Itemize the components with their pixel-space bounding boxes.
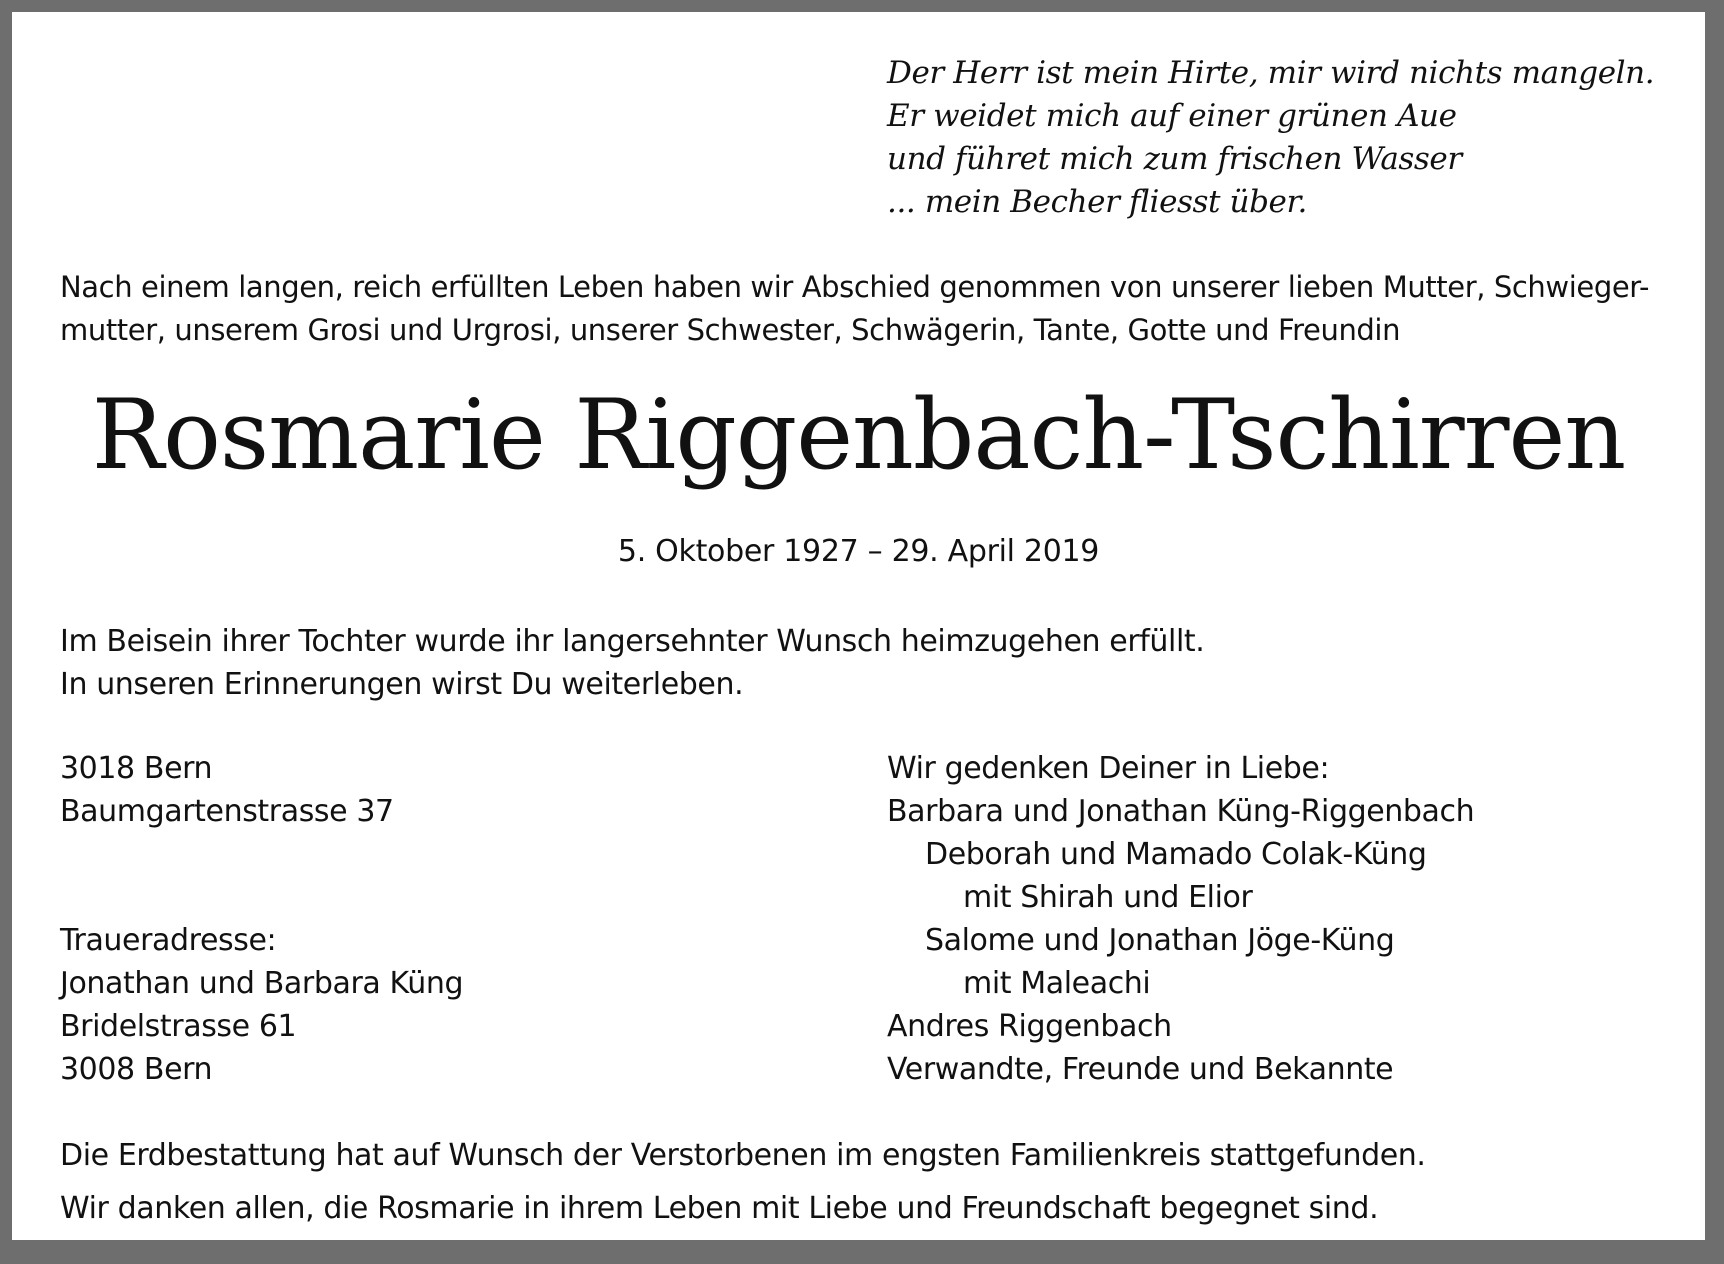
address-line: Jonathan und Barbara Küng	[60, 966, 464, 1001]
intro-line: Nach einem langen, reich erfüllten Leben haben wir Abschied genommen von unserer lieben Mutter, Schwieger-	[60, 270, 1650, 304]
family-heading: Wir gedenken Deiner in Liebe:	[887, 751, 1330, 786]
wish-text	[60, 620, 1204, 706]
deceased-name: Rosmarie Riggenbach-Tschirren	[91, 379, 1626, 491]
family-member: Barbara und Jonathan Küng-Riggenbach	[887, 794, 1475, 829]
burial-notice: Die Erdbestattung hat auf Wunsch der Verstorbenen im engsten Familienkreis stattgefunden.	[60, 1138, 1426, 1173]
family-member: Salome und Jonathan Jöge-Küng	[925, 923, 1395, 958]
verse-line: ... mein Becher fliesst über.	[887, 184, 1307, 220]
family-member: mit Maleachi	[963, 966, 1151, 1001]
address-line: Bridelstrasse 61	[60, 1009, 297, 1044]
intro-text	[60, 266, 1680, 352]
verse-line: und führet mich zum frischen Wasser	[887, 141, 1462, 177]
life-dates: 5. Oktober 1927 – 29. April 2019	[617, 534, 1100, 569]
obituary-page	[12, 12, 1705, 1240]
verse-line: Der Herr ist mein Hirte, mir wird nichts mangeln.	[887, 55, 1655, 91]
verse-line: Er weidet mich auf einer grünen Aue	[887, 98, 1457, 134]
address-line: 3008 Bern	[60, 1052, 213, 1087]
family-member: Deborah und Mamado Colak-Küng	[925, 837, 1427, 872]
home-address	[60, 747, 394, 833]
wish-line: Im Beisein ihrer Tochter wurde ihr langersehnter Wunsch heimzugehen erfüllt.	[60, 624, 1205, 659]
intro-line: mutter, unserem Grosi und Urgrosi, unserer Schwester, Schwägerin, Tante, Gotte und Freundin	[60, 313, 1401, 347]
mourning-address-label: Traueradresse:	[60, 923, 277, 958]
family-list	[887, 747, 1474, 1091]
family-member: Verwandte, Freunde und Bekannte	[887, 1052, 1394, 1087]
address-line: 3018 Bern	[60, 751, 213, 786]
bible-verse	[887, 52, 1654, 224]
family-member: mit Shirah und Elior	[963, 880, 1253, 915]
wish-line: In unseren Erinnerungen wirst Du weiterleben.	[60, 667, 744, 702]
address-line: Baumgartenstrasse 37	[60, 794, 394, 829]
family-member: Andres Riggenbach	[887, 1009, 1172, 1044]
thanks-notice: Wir danken allen, die Rosmarie in ihrem Leben mit Liebe und Freundschaft begegnet sind.	[60, 1191, 1379, 1226]
mourning-address	[60, 919, 463, 1091]
